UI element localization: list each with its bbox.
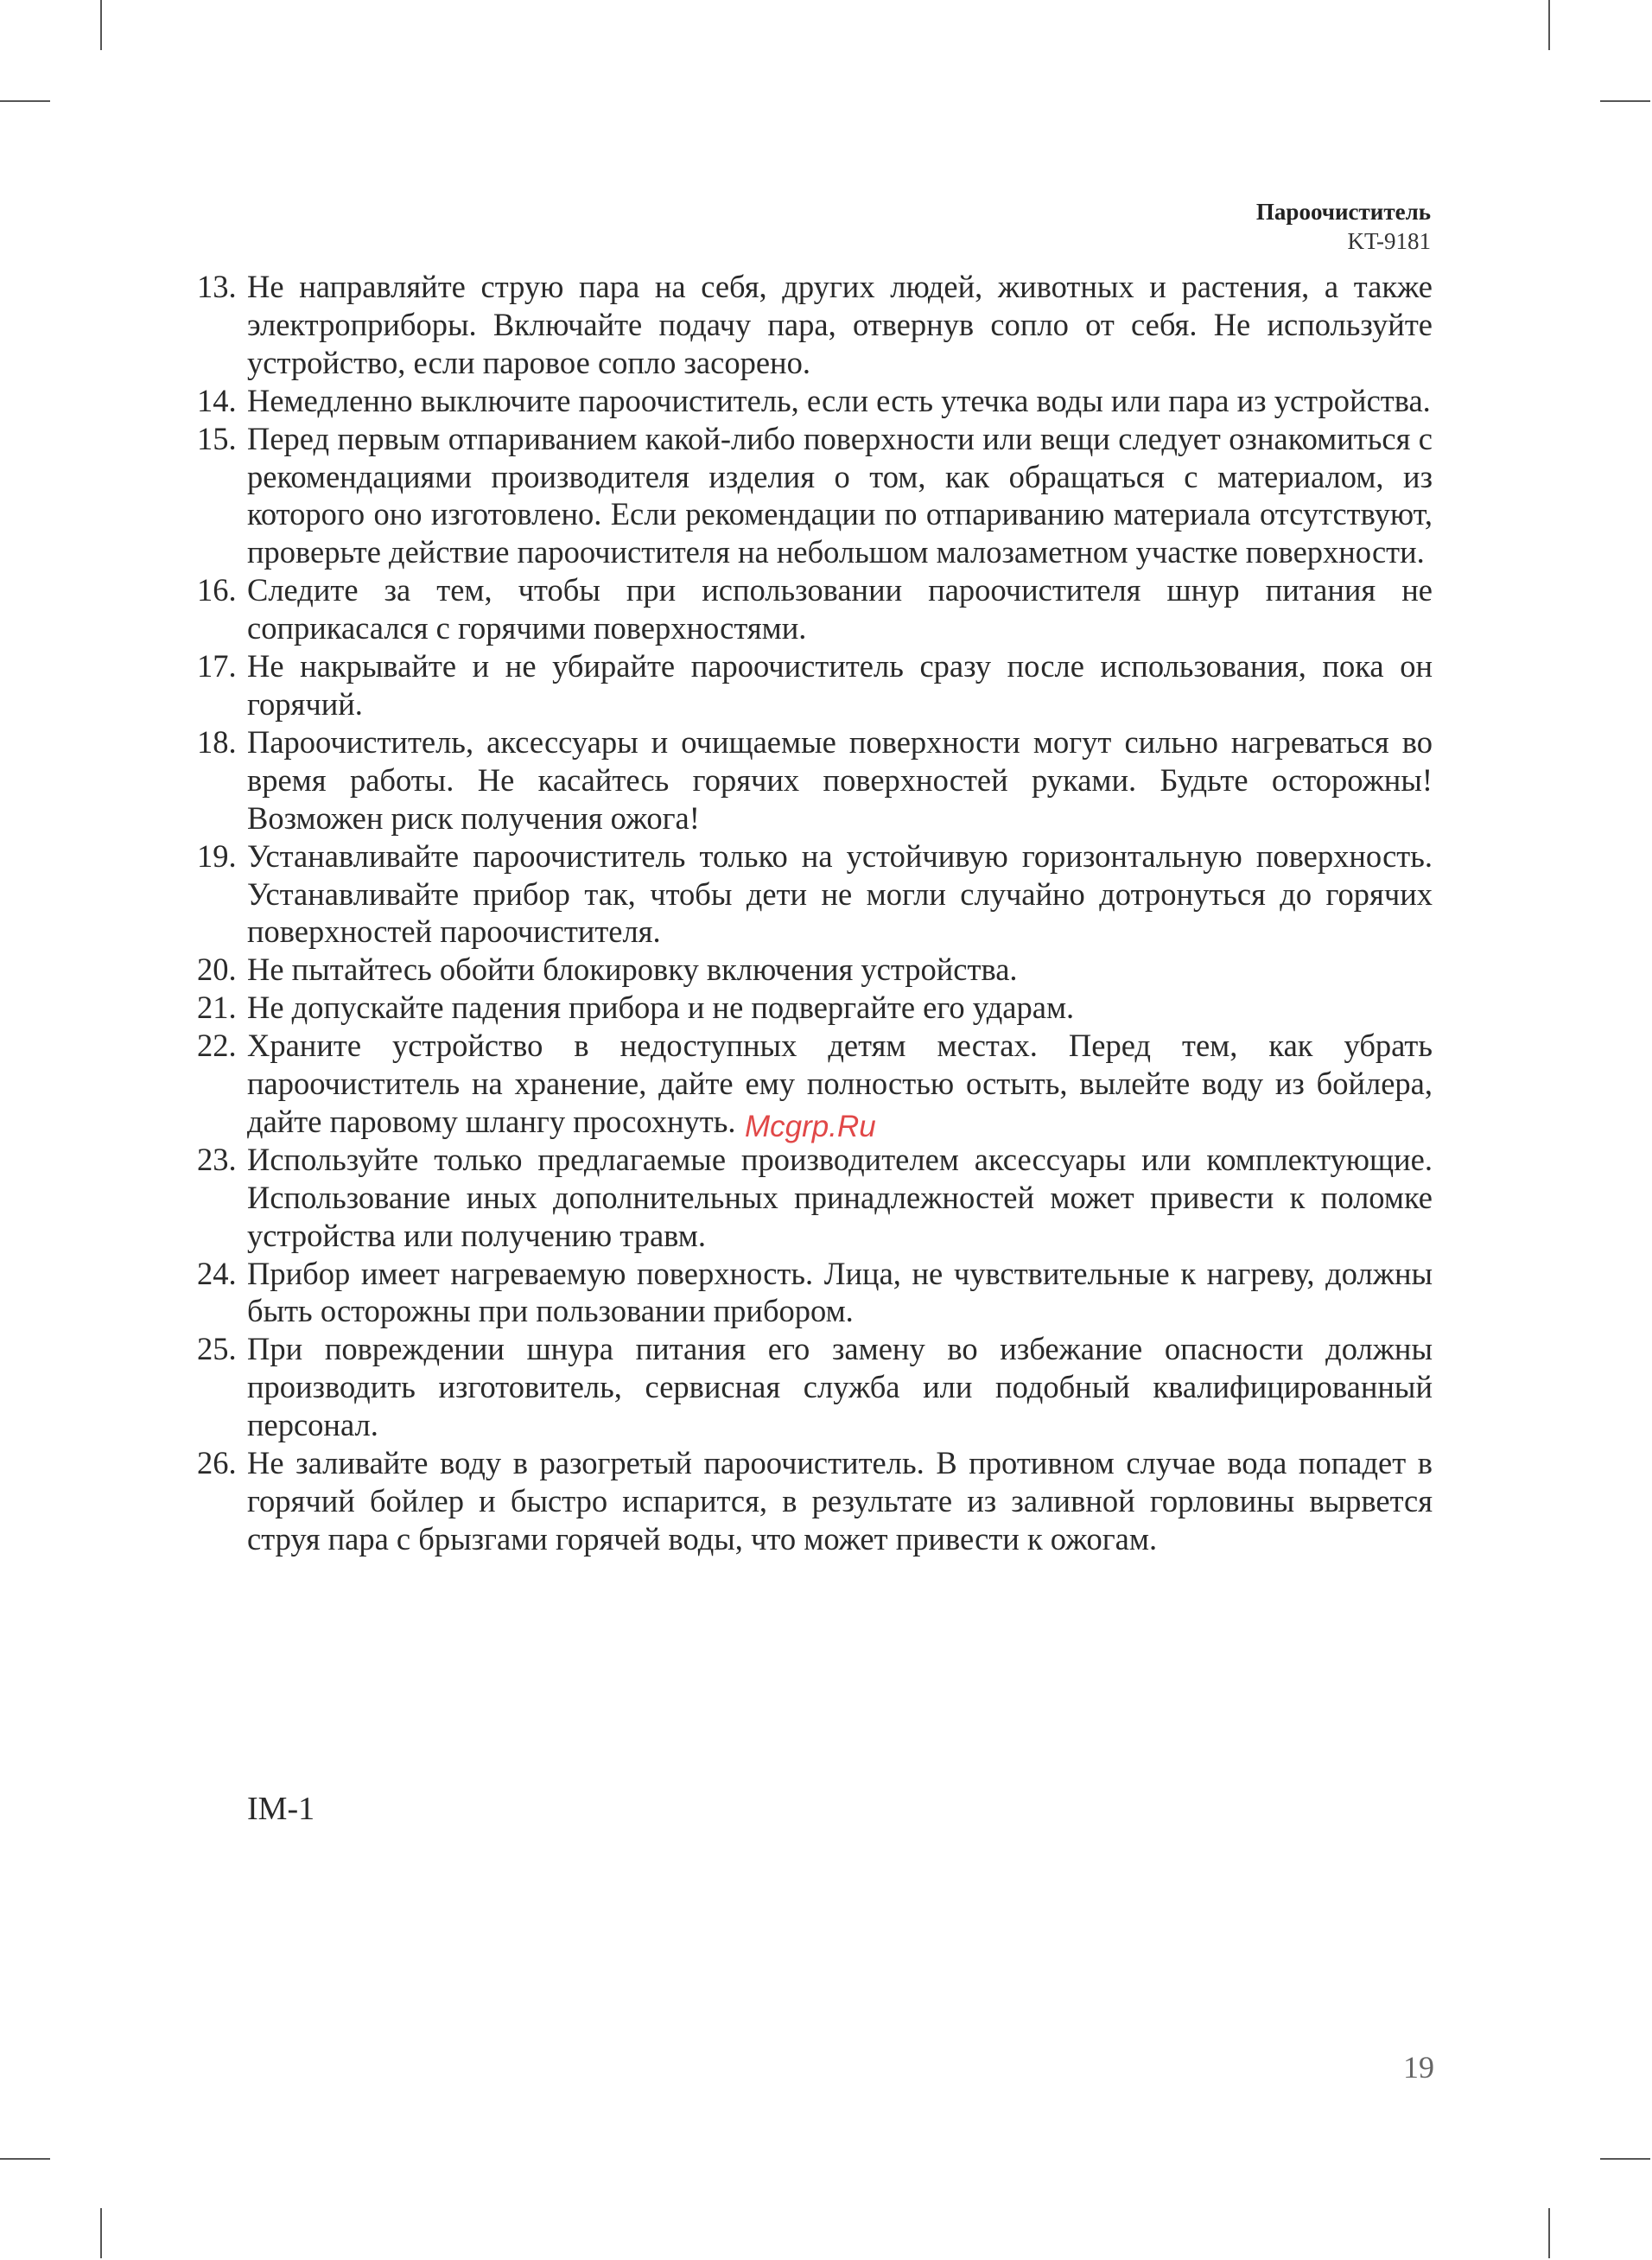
- item-text: Не пытайтесь обойти блокировку включения устройства.: [247, 952, 1018, 988]
- crop-mark-top-left-h: [0, 100, 50, 102]
- watermark: Mcgrp.Ru: [745, 1110, 876, 1143]
- item-text: Не направляйте струю пара на себя, других людей, животных и растения, а также электроприборы. Включайте подачу пара, отвернув сопло от себя. Не используйте устройство, если паровое сопло засорено.: [247, 269, 1433, 380]
- list-item: [197, 989, 1433, 1027]
- crop-mark-bottom-right: [1548, 2208, 1550, 2258]
- item-number: 25.: [197, 1331, 237, 1367]
- item-text: Следите за тем, чтобы при использовании пароочистителя шнур питания не соприкасался с горячими поверхностями.: [247, 572, 1433, 646]
- list-item: [197, 647, 1433, 723]
- item-number: 14.: [197, 382, 237, 418]
- item-number: 22.: [197, 1028, 237, 1064]
- item-text: Не накрывайте и не убирайте пароочиститель сразу после использования, пока он горячий.: [247, 648, 1433, 722]
- crop-mark-bottom-right-h: [1600, 2158, 1650, 2160]
- list-item: [197, 951, 1433, 989]
- safety-instructions-list: [197, 268, 1433, 1558]
- item-text: Перед первым отпариванием какой-либо поверхности или вещи следует ознакомиться с рекомендациями производителя изделия о том, как обращаться с материалом, из которого оно изготовлено. Если рекомендации по отпариванию материала отсутствуют, проверьте действие пароочистителя на небольшом малозаметном участке поверхности.: [247, 420, 1433, 570]
- item-number: 15.: [197, 420, 237, 456]
- list-item: [197, 571, 1433, 647]
- item-text: Храните устройство в недоступных детям местах. Перед тем, как убрать пароочиститель на хранение, дайте ему полностью остыть, вылейте воду из бойлера, дайте паровому шлангу просохнуть.: [247, 1028, 1433, 1139]
- list-item: [197, 420, 1433, 572]
- item-text: Используйте только предлагаемые производителем аксессуары или комплектующие. Использование иных дополнительных принадлежностей может привести к поломке устройства или получению травм.: [247, 1141, 1433, 1253]
- list-item: [197, 268, 1433, 382]
- item-number: 24.: [197, 1255, 237, 1291]
- item-text: Устанавливайте пароочиститель только на устойчивую горизонтальную поверхность. Устанавливайте прибор так, чтобы дети не могли случайно дотронуться до горячих поверхностей пароочистителя.: [247, 837, 1433, 950]
- list-item: [197, 1444, 1433, 1558]
- list-item: [197, 1141, 1433, 1255]
- item-text: Не заливайте воду в разогретый пароочиститель. В противном случае вода попадет в горячий бойлер и быстро испарится, в результате из заливной горловины вырвется струя пара с брызгами горячей воды, что может привести к ожогам.: [247, 1445, 1433, 1557]
- document-title: Пароочиститель: [1255, 199, 1431, 225]
- item-text: При повреждении шнура питания его замену во избежание опасности должны производить изготовитель, сервисная служба или подобный квалифицированный персонал.: [247, 1331, 1433, 1443]
- item-text: Пароочиститель, аксессуары и очищаемые поверхности могут сильно нагреваться во время работы. Не касайтесь горячих поверхностей руками. Будьте осторожны! Возможен риск получения ожога!: [247, 723, 1433, 836]
- list-item: [197, 723, 1433, 837]
- running-header: [1256, 197, 1431, 256]
- list-item: [197, 837, 1433, 952]
- item-number: 19.: [197, 837, 237, 874]
- item-text: Не допускайте падения прибора и не подвергайте его ударам.: [247, 990, 1075, 1026]
- item-number: 13.: [197, 269, 237, 304]
- item-number: 21.: [197, 990, 237, 1026]
- model-number: KT-9181: [1347, 228, 1431, 254]
- item-number: 20.: [197, 952, 237, 988]
- item-text: Немедленно выключите пароочиститель, если есть утечка воды или пара из устройства.: [247, 382, 1431, 418]
- item-number: 23.: [197, 1141, 237, 1177]
- item-number: 26.: [197, 1445, 237, 1481]
- list-item: [197, 1330, 1433, 1444]
- crop-mark-top-left: [100, 0, 102, 50]
- crop-mark-top-right: [1548, 0, 1550, 50]
- page-number: 19: [1403, 2050, 1434, 2085]
- item-text: Прибор имеет нагреваемую поверхность. Лица, не чувствительные к нагреву, должны быть осторожны при пользовании прибором.: [247, 1255, 1433, 1329]
- list-item: [197, 382, 1433, 420]
- item-number: 18.: [197, 723, 237, 760]
- list-item: [197, 1255, 1433, 1331]
- item-number: 16.: [197, 572, 237, 608]
- item-number: 17.: [197, 648, 237, 684]
- crop-mark-bottom-left: [100, 2208, 102, 2258]
- crop-mark-bottom-left-h: [0, 2158, 50, 2160]
- crop-mark-top-right-h: [1600, 100, 1650, 102]
- document-code: IM-1: [247, 1791, 315, 1827]
